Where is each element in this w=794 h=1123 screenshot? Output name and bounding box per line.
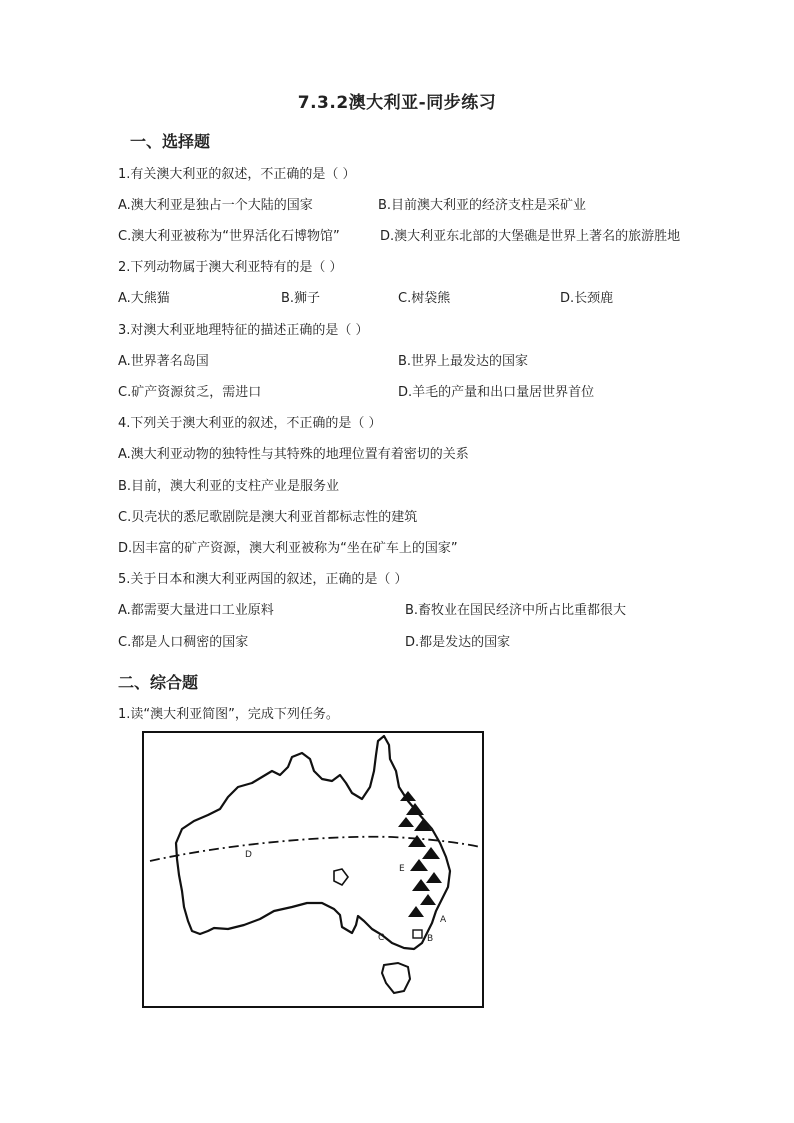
question-5-stem: 5.关于日本和澳大利亚两国的叙述，正确的是（ ） xyxy=(118,572,408,587)
question-1-option-d: D.澳大利亚东北部的大堡礁是世界上著名的旅游胜地 xyxy=(380,229,681,244)
question-3-option-b: B.世界上最发达的国家 xyxy=(398,354,529,369)
question-5-option-d: D.都是发达的国家 xyxy=(405,635,511,650)
question-5-option-a: A.都需要大量进口工业原料 xyxy=(118,603,274,618)
question-3-option-a: A.世界著名岛国 xyxy=(118,354,209,369)
question-4-option-a: A.澳大利亚动物的独特性与其特殊的地理位置有着密切的关系 xyxy=(118,447,469,462)
question-1-option-a: A.澳大利亚是独占一个大陆的国家 xyxy=(118,198,313,213)
section-heading-choice: 一、选择题 xyxy=(130,132,211,151)
question-2-option-a: A.大熊猫 xyxy=(118,291,170,306)
question-1-option-b: B.目前澳大利亚的经济支柱是采矿业 xyxy=(378,198,587,213)
question-5-option-c: C.都是人口稠密的国家 xyxy=(118,635,249,650)
question-2-option-b: B.狮子 xyxy=(281,291,321,306)
question-2-stem: 2.下列动物属于澳大利亚特有的是（ ） xyxy=(118,260,343,275)
question-4-option-b: B.目前，澳大利亚的支柱产业是服务业 xyxy=(118,479,340,494)
question-2-option-c: C.树袋熊 xyxy=(398,291,451,306)
question-1-stem: 1.有关澳大利亚的叙述，不正确的是（ ） xyxy=(118,167,356,182)
question-4-option-d: D.因丰富的矿产资源，澳大利亚被称为“坐在矿车上的国家” xyxy=(118,541,458,556)
question-3-option-d: D.羊毛的产量和出口量居世界首位 xyxy=(398,385,595,400)
question-4-stem: 4.下列关于澳大利亚的叙述，不正确的是（ ） xyxy=(118,416,382,431)
map-label-c: C xyxy=(378,933,385,943)
map-label-e: E xyxy=(399,864,405,874)
map-frame xyxy=(143,732,483,1007)
question-6-stem: 1.读“澳大利亚简图”，完成下列任务。 xyxy=(118,707,339,722)
question-2-option-d: D.长颈鹿 xyxy=(560,291,614,306)
page-title: 7.3.2澳大利亚-同步练习 xyxy=(297,93,497,113)
question-3-stem: 3.对澳大利亚地理特征的描述正确的是（ ） xyxy=(118,323,369,338)
map-label-b: B xyxy=(427,934,434,944)
question-3-option-c: C.矿产资源贫乏，需进口 xyxy=(118,385,262,400)
question-1-option-c: C.澳大利亚被称为“世界活化石博物馆” xyxy=(118,229,340,244)
map-label-d: D xyxy=(245,850,252,860)
australia-map xyxy=(142,731,484,1008)
question-5-option-b: B.畜牧业在国民经济中所占比重都很大 xyxy=(405,603,627,618)
question-4-option-c: C.贝壳状的悉尼歌剧院是澳大利亚首都标志性的建筑 xyxy=(118,510,418,525)
section-heading-comprehensive: 二、综合题 xyxy=(118,673,199,692)
map-label-a: A xyxy=(440,915,447,925)
